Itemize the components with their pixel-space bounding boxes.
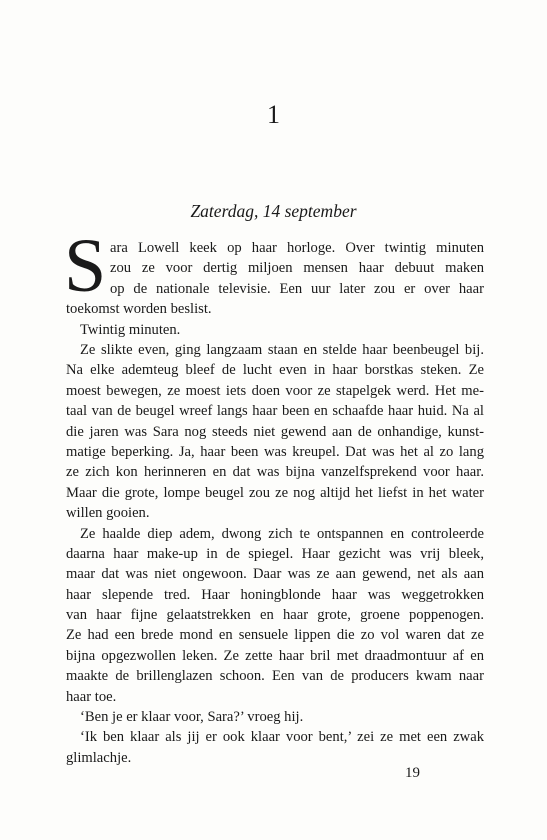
chapter-date-heading: Zaterdag, 14 september <box>190 201 357 221</box>
text-line: Ze had een brede mond en sensuele lippen die zo vol waren dat ze <box>66 627 484 644</box>
text-line: Ze slikte even, ging langzaam staan en stelde haar beenbeugel bij. <box>80 341 484 358</box>
page-number: 19 <box>405 765 420 781</box>
text-line: haar toe. <box>66 688 117 705</box>
paragraph-6 <box>66 727 484 768</box>
paragraph-3 <box>66 340 484 524</box>
text-line: die jaren was Sara nog steeds niet gewend aan de onhandige, kunst- <box>66 423 484 440</box>
text-line: willen gooien. <box>66 505 150 522</box>
drop-cap: S <box>64 224 107 308</box>
text-line: bijna opgezwollen leken. Ze zette haar bril met draadmontuur af en <box>66 647 484 664</box>
paragraph-4 <box>66 524 484 708</box>
text-line: Twintig minuten. <box>80 321 181 338</box>
text-line: ‘Ben je er klaar voor, Sara?’ vroeg hij. <box>80 709 304 726</box>
text-line: ‘Ik ben klaar als jij er ook klaar voor bent,’ zei ze met een zwak <box>80 729 484 746</box>
text-line: Ze haalde diep adem, dwong zich te ontspannen en controleerde <box>80 525 484 542</box>
chapter-number: 1 <box>267 100 280 129</box>
text-line: van haar fijne gelaatstrekken en haar grote, groene poppenogen. <box>66 607 484 624</box>
text-line: matige beperking. Ja, haar been was kreupel. Dat was het al zo lang <box>66 443 484 460</box>
paragraph-5 <box>66 707 484 727</box>
text-line: maakte de brillenglazen schoon. Een van de producers kwam naar <box>66 668 484 685</box>
paragraph-1 <box>64 224 484 320</box>
text-line: daarna haar make-up in de spiegel. Haar gezicht was vrij bleek, <box>66 545 484 562</box>
body-text <box>64 224 484 768</box>
text-line: haar slepende tred. Haar honingblonde haar was weggetrokken <box>66 586 484 603</box>
text-line: maar dat was niet ongewoon. Daar was ze aan gewend, net als aan <box>66 566 484 583</box>
text-line: Na elke ademteug bleef de lucht even in haar borstkas steken. Ze <box>66 362 484 379</box>
text-line: zou ze voor dertig miljoen mensen haar debuut maken <box>110 260 484 277</box>
text-line: toekomst worden beslist. <box>66 301 212 318</box>
text-line: op de nationale televisie. Een uur later zou er over haar <box>110 280 484 297</box>
text-line: taal van de beugel wreef langs haar been en schaafde haar huid. Na al <box>66 403 484 420</box>
text-line: ze zich kon herinneren en dat was bijna vanzelfsprekend voor haar. <box>66 464 484 481</box>
text-line: Maar die grote, lompe beugel zou ze nog altijd het liefst in het water <box>66 484 484 501</box>
paragraph-2 <box>66 320 484 340</box>
text-line: glimlachje. <box>66 749 132 766</box>
text-line: moest bewegen, ze moest iets doen voor ze stapelgek werd. Het me- <box>66 382 484 399</box>
text-line: ara Lowell keek op haar horloge. Over twintig minuten <box>110 240 484 256</box>
